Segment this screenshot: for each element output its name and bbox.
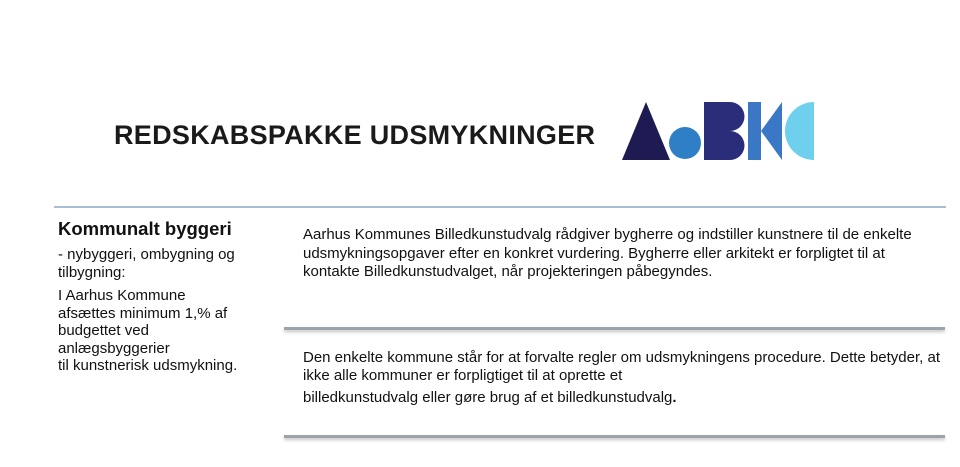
sidebar [58, 218, 283, 375]
sidebar-body-line: afsættes minimum 1,% af [58, 304, 228, 322]
paragraph-kommune-regler [303, 349, 953, 407]
sidebar-body-line: til kunstnerisk udsmykning. [58, 357, 238, 374]
logo-letter-a [622, 102, 670, 160]
sidebar-body-line: anlægsbyggerier [58, 339, 170, 357]
logo-letter-b [704, 102, 745, 160]
paragraph-last-line [303, 389, 953, 407]
sidebar-heading: Kommunalt byggeri [58, 218, 232, 239]
page-title: REDSKABSPAKKE UDSMYKNINGER [114, 120, 596, 150]
section-divider-bottom [284, 435, 945, 438]
paragraph-billedkunstudvalg: Aarhus Kommunes Billedkunstudvalg rådgiver bygherre og indstiller kunstnere til de enkelte udsmykningsopgaver efter en konkret vurdering. Bygherre eller arkitekt er forpligtet til at kontakte Billedkunstudvalget, når projekteringen påbegyndes. [303, 226, 912, 280]
logo-letter-c [785, 102, 814, 160]
section-divider [284, 327, 945, 330]
paragraph-text: Den enkelte kommune står for at forvalte regler om udsmykningens procedure. Dette betyder, at ikke alle kommuner er forpligtiget til at oprette et [303, 349, 940, 384]
aobkc-logo [622, 102, 814, 160]
header-divider [54, 206, 946, 208]
logo-letter-o [669, 127, 701, 159]
logo-letter-k-stem [748, 102, 761, 160]
sidebar-body-line: budgettet ved [58, 322, 149, 339]
paragraph-period: . [672, 389, 677, 406]
sidebar-body-line: I Aarhus Kommune [58, 287, 186, 304]
logo-letter-k-arm [761, 102, 782, 160]
paragraph-last-text: billedkunstudvalg eller gøre brug af et billedkunstudvalg [303, 389, 673, 406]
sidebar-subheading: - nybyggeri, ombygning og tilbygning: [58, 246, 235, 281]
sidebar-body [58, 287, 283, 375]
